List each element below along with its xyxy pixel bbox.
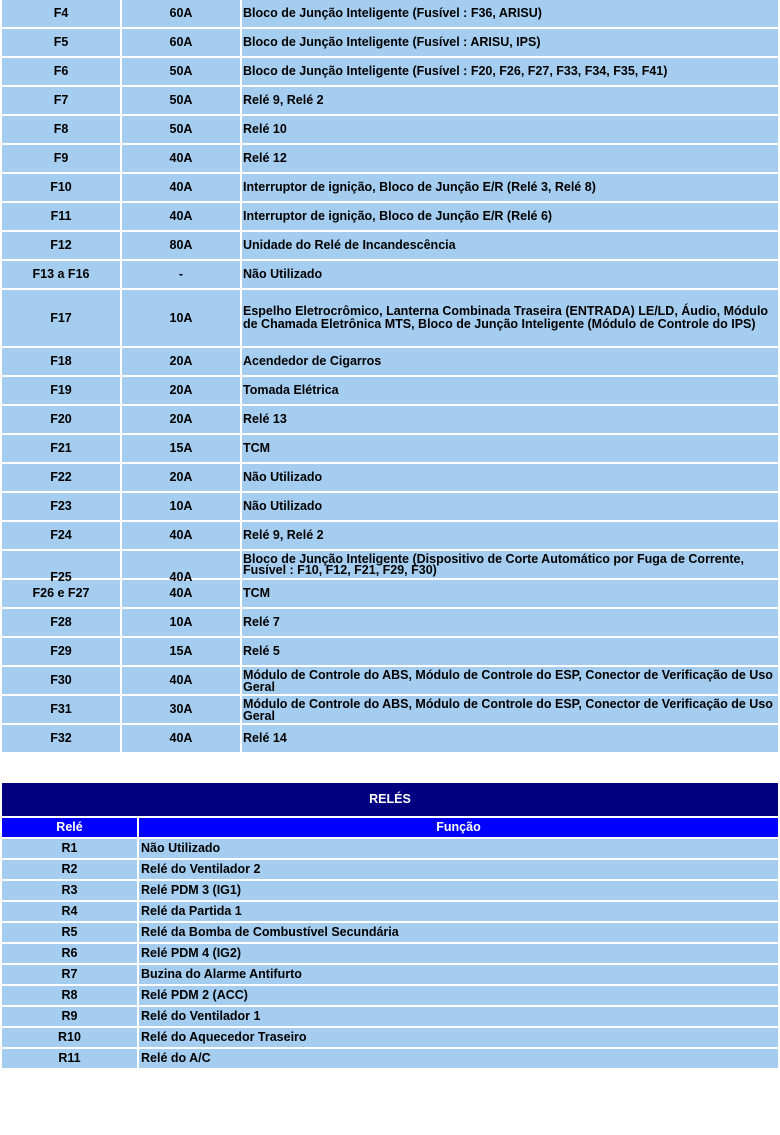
fuse-description: TCM — [242, 580, 778, 607]
fuse-description: TCM — [242, 435, 778, 462]
table-row — [2, 551, 778, 578]
fuse-description: Não Utilizado — [242, 464, 778, 491]
fuse-amperage: 40A — [122, 522, 240, 549]
relay-function: Relé PDM 2 (ACC) — [139, 986, 778, 1005]
table-row — [2, 464, 778, 491]
table-row — [2, 435, 778, 462]
table-row — [2, 923, 778, 942]
table-row — [2, 116, 778, 143]
fuse-amperage: 40A — [169, 569, 193, 584]
table-row — [2, 638, 778, 665]
fuse-description: Relé 7 — [242, 609, 778, 636]
relay-function: Relé do Ventilador 2 — [139, 860, 778, 879]
table-row — [2, 580, 778, 607]
relay-id: R6 — [2, 944, 137, 963]
table-row — [2, 377, 778, 404]
relay-function: Relé da Bomba de Combustível Secundária — [139, 923, 778, 942]
relay-id: R5 — [2, 923, 137, 942]
fuse-id: F4 — [2, 0, 120, 27]
fuse-id: F29 — [2, 638, 120, 665]
fuse-amperage: 20A — [122, 464, 240, 491]
table-row — [2, 881, 778, 900]
table-row — [2, 261, 778, 288]
relay-function: Não Utilizado — [139, 839, 778, 858]
relay-id: R7 — [2, 965, 137, 984]
table-row — [2, 839, 778, 858]
column-header-function: Função — [139, 818, 778, 837]
fuse-id: F10 — [2, 174, 120, 201]
table-row — [2, 609, 778, 636]
table-row — [2, 986, 778, 1005]
fuse-id: F19 — [2, 377, 120, 404]
relay-function: Buzina do Alarme Antifurto — [139, 965, 778, 984]
table-row — [2, 348, 778, 375]
relay-function: Relé da Partida 1 — [139, 902, 778, 921]
fuse-amperage: 10A — [122, 290, 240, 346]
fuse-description: Módulo de Controle do ABS, Módulo de Controle do ESP, Conector de Verificação de Uso Geral — [242, 696, 778, 723]
relay-id: R3 — [2, 881, 137, 900]
fuse-description: Espelho Eletrocrômico, Lanterna Combinada Traseira (ENTRADA) LE/LD, Áudio, Módulo de Chamada Eletrônica MTS, Bloco de Junção Inteligente (Módulo de Controle do IPS) — [242, 290, 778, 346]
fuse-id: F18 — [2, 348, 120, 375]
fuse-id: F23 — [2, 493, 120, 520]
relay-id: R11 — [2, 1049, 137, 1068]
fuse-amperage: 50A — [122, 116, 240, 143]
table-row — [2, 1049, 778, 1068]
fuse-amperage: 60A — [122, 29, 240, 56]
fuse-id: F32 — [2, 725, 120, 752]
fuse-id: F21 — [2, 435, 120, 462]
fuse-description: Bloco de Junção Inteligente (Fusível : F36, ARISU) — [242, 0, 778, 27]
fuse-amperage: 10A — [122, 493, 240, 520]
fuse-amperage: 30A — [122, 696, 240, 723]
fuse-description: Unidade do Relé de Incandescência — [242, 232, 778, 259]
table-row — [2, 725, 778, 752]
relay-id: R2 — [2, 860, 137, 879]
fuse-amperage: 50A — [122, 87, 240, 114]
fuse-amperage: 50A — [122, 58, 240, 85]
table-row — [2, 902, 778, 921]
table-row — [2, 58, 778, 85]
table-row — [2, 696, 778, 723]
fuse-description: Relé 5 — [242, 638, 778, 665]
table-row — [2, 944, 778, 963]
fuse-description: Relé 9, Relé 2 — [242, 87, 778, 114]
fuse-description: Não Utilizado — [242, 493, 778, 520]
relay-table — [0, 781, 780, 1070]
table-row — [2, 232, 778, 259]
relay-function: Relé do Ventilador 1 — [139, 1007, 778, 1026]
fuse-description: Não Utilizado — [242, 261, 778, 288]
table-row — [2, 1028, 778, 1047]
fuse-id: F17 — [2, 290, 120, 346]
fuse-id: F13 a F16 — [2, 261, 120, 288]
table-row — [2, 667, 778, 694]
fuse-amperage: 40A — [122, 667, 240, 694]
fuse-id: F12 — [2, 232, 120, 259]
table-row — [2, 290, 778, 346]
relay-function: Relé do Aquecedor Traseiro — [139, 1028, 778, 1047]
fuse-amperage: 40A — [122, 725, 240, 752]
fuse-id: F26 e F27 — [2, 580, 120, 607]
fuse-id: F22 — [2, 464, 120, 491]
fuse-description: Bloco de Junção Inteligente (Dispositivo de Corte Automático por Fuga de Corrente, Fusível : F10, F12, F21, F29, F30) — [243, 551, 744, 577]
table-row — [2, 87, 778, 114]
fuse-amperage: 20A — [122, 348, 240, 375]
fuse-description: Relé 14 — [242, 725, 778, 752]
fuse-amperage: 80A — [122, 232, 240, 259]
table-row — [2, 29, 778, 56]
fuse-id: F6 — [2, 58, 120, 85]
fuse-id: F24 — [2, 522, 120, 549]
relay-function: Relé do A/C — [139, 1049, 778, 1068]
fuse-id: F11 — [2, 203, 120, 230]
table-row — [2, 0, 778, 27]
table-row — [2, 1007, 778, 1026]
fuse-description: Relé 12 — [242, 145, 778, 172]
fuse-amperage: 20A — [122, 406, 240, 433]
fuse-amperage: 60A — [122, 0, 240, 27]
fuse-id: F31 — [2, 696, 120, 723]
fuse-amperage: 10A — [122, 609, 240, 636]
fuse-amperage: 40A — [122, 580, 240, 607]
fuse-amperage: 40A — [122, 145, 240, 172]
relay-table-title: RELÉS — [2, 783, 778, 816]
table-row — [2, 493, 778, 520]
fuse-description: Tomada Elétrica — [242, 377, 778, 404]
relay-id: R4 — [2, 902, 137, 921]
fuse-description: Acendedor de Cigarros — [242, 348, 778, 375]
fuse-description: Relé 9, Relé 2 — [242, 522, 778, 549]
fuse-description: Módulo de Controle do ABS, Módulo de Controle do ESP, Conector de Verificação de Uso Geral — [242, 667, 778, 694]
relay-function: Relé PDM 3 (IG1) — [139, 881, 778, 900]
table-row — [2, 860, 778, 879]
relay-id: R9 — [2, 1007, 137, 1026]
fuse-id: F25 — [50, 569, 72, 584]
table-row — [2, 145, 778, 172]
fuse-description: Bloco de Junção Inteligente (Fusível : F20, F26, F27, F33, F34, F35, F41) — [242, 58, 778, 85]
relay-id: R10 — [2, 1028, 137, 1047]
fuse-amperage: 40A — [122, 203, 240, 230]
fuse-description: Bloco de Junção Inteligente (Fusível : ARISU, IPS) — [242, 29, 778, 56]
fuse-id: F9 — [2, 145, 120, 172]
fuse-description: Relé 10 — [242, 116, 778, 143]
table-row — [2, 203, 778, 230]
table-row — [2, 522, 778, 549]
fuse-description: Interruptor de ignição, Bloco de Junção E/R (Relé 3, Relé 8) — [242, 174, 778, 201]
fuse-amperage: 40A — [122, 174, 240, 201]
relay-id: R8 — [2, 986, 137, 1005]
fuse-amperage: 15A — [122, 638, 240, 665]
fuse-amperage: 15A — [122, 435, 240, 462]
table-row — [2, 406, 778, 433]
fuse-id: F28 — [2, 609, 120, 636]
fuse-id: F7 — [2, 87, 120, 114]
column-header-relay: Relé — [2, 818, 137, 837]
fuse-description: Relé 13 — [242, 406, 778, 433]
fuse-amperage: 20A — [122, 377, 240, 404]
fuse-id: F30 — [2, 667, 120, 694]
fuse-id: F5 — [2, 29, 120, 56]
relay-id: R1 — [2, 839, 137, 858]
fuse-id: F8 — [2, 116, 120, 143]
fuse-amperage: - — [122, 261, 240, 288]
relay-function: Relé PDM 4 (IG2) — [139, 944, 778, 963]
fuse-id: F20 — [2, 406, 120, 433]
table-row — [2, 965, 778, 984]
fuse-description: Interruptor de ignição, Bloco de Junção E/R (Relé 6) — [242, 203, 778, 230]
table-row — [2, 174, 778, 201]
